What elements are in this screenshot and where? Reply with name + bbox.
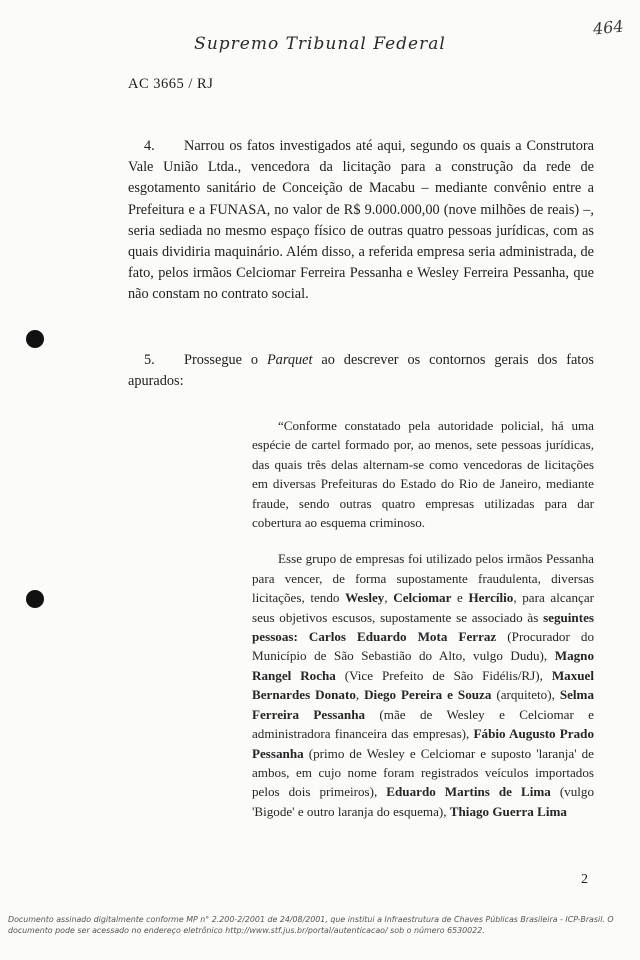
quote-bold-name: Thiago Guerra Lima	[449, 803, 567, 819]
quote-text-run: (mãe de Wesley e Celciomar e administradora financeira das empresas),	[252, 706, 594, 742]
court-header: Supremo Tribunal Federal	[194, 34, 446, 54]
block-quote	[252, 416, 594, 821]
quote-bold-name: seguintes pessoas: Carlos Eduardo Mota Ferraz	[252, 609, 594, 645]
footer-line-2: documento pode ser acessado no endereço eletrônico http://www.stf.jus.br/portal/autenticacao/ sob o número 6530022.	[8, 926, 485, 935]
page-number: 2	[581, 872, 588, 887]
quote-bold-name: Maxuel Bernardes Donato	[252, 667, 594, 703]
quote-paragraph-2	[252, 549, 594, 821]
quote-text-run: e	[451, 590, 469, 606]
quote-text-run: (Vice Prefeito de São Fidélis/RJ),	[335, 667, 552, 683]
paragraph-text: Narrou os fatos investigados até aqui, segundo os quais a Construtora Vale União Ltda., vencedora da licitação para a construção da rede de esgotamento sanitário de Conceição de Macabu – mediante convênio entre a Prefeitura e a FUNASA, no valor de R$ 9.000.000,00 (nove milhões de reais) –, seria sediada no mesmo espaço físico de outras quatro pessoas jurídicas, com as quais dividiria maquinário. Além disso, a referida empresa seria administrada, de fato, pelos irmãos Celciomar Ferreira Pessanha e Wesley Ferreira Pessanha, que não constam no contrato social.	[128, 138, 594, 303]
quote-bold-name: Fábio Augusto Prado Pessanha	[252, 726, 594, 761]
quote-text-run: (primo de Wesley e Celciomar e suposto 'laranja' de ambos, em cujo nome foram registrados veículos importados pelos dois primeiros),	[252, 745, 594, 800]
paragraph-text-end: ao descrever os contornos gerais dos fatos apurados:	[128, 352, 594, 390]
digital-signature-footer	[8, 914, 634, 936]
quote-text-run: , para alcançar seus objetivos escusos, supostamente se associado às	[252, 590, 595, 625]
quote-bold-name: Selma Ferreira Pessanha	[252, 687, 594, 722]
paragraph-number: 4.	[144, 138, 155, 154]
binder-punch-hole	[26, 590, 44, 608]
paragraph-4	[128, 136, 594, 306]
parquet-term: Parquet	[266, 352, 313, 368]
quote-text-run: ,	[355, 687, 365, 703]
quote-bold-name: Wesley	[345, 590, 385, 606]
quote-text-run: (arquiteto),	[491, 687, 560, 703]
case-reference: AC 3665 / RJ	[128, 76, 214, 92]
quote-bold-name: Diego Pereira e Souza	[364, 687, 492, 703]
quote-paragraph-1: “Conforme constatado pela autoridade policial, há uma espécie de cartel formado por, ao menos, sete pessoas jurídicas, das quais três delas alternam-se como vencedoras de licitações em diversas Prefeituras do Estado do Rio de Janeiro, mediante fraude, sendo outras quatro empresas utilizadas para dar cobertura ao esquema criminoso.	[252, 418, 594, 531]
quote-bold-name: Eduardo Martins de Lima	[386, 784, 551, 800]
quote-bold-name: Hercílio	[468, 590, 514, 606]
quote-text-run: (vulgo 'Bigode' e outro laranja do esquema),	[252, 784, 594, 819]
paragraph-number: 5.	[144, 352, 155, 368]
binder-punch-hole	[26, 330, 44, 348]
paragraph-5	[128, 350, 594, 392]
quote-bold-name: Celciomar	[393, 590, 452, 606]
quote-text-run: Esse grupo de empresas foi utilizado pelos irmãos Pessanha para vencer, de forma supostamente fraudulenta, diversas licitações, tendo	[252, 551, 594, 606]
footer-line-1: Documento assinado digitalmente conforme MP n° 2.200-2/2001 de 24/08/2001, que institui a Infraestrutura de Chaves Públicas Brasileira - ICP-Brasil. O	[8, 915, 614, 924]
paragraph-text-start: Prossegue o	[184, 352, 267, 368]
quote-bold-name: Magno Rangel Rocha	[252, 648, 594, 683]
handwritten-folio-number: 464	[592, 16, 625, 39]
quote-text-run: (Procurador do Município de São Sebastião do Alto, vulgo Dudu),	[252, 629, 594, 664]
quote-text-run: ,	[384, 590, 394, 606]
